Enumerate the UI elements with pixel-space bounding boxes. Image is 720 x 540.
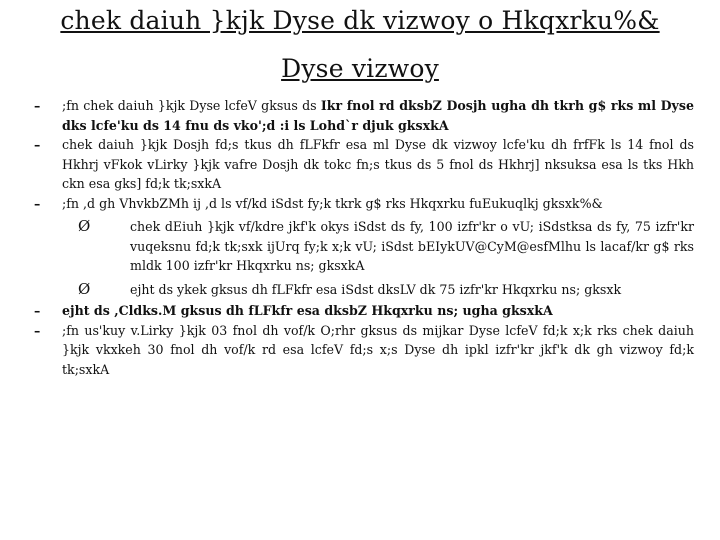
sub-bullet-item [34,217,694,276]
bullet-text: ;fn chek daiuh }kjk Dyse lcfeV gksus ds [62,98,321,113]
slide-body [34,96,694,379]
bullet-marker: – [34,137,41,152]
bullet-item [34,301,694,321]
sub-bullet-text: chek dEiuh }kjk vf/kdre jkf'k okys iSdst ds fy, 100 izfr'kr o vU; iSdstksa ds fy, 75 izfr'kr vuqeksnu fd;k tk;sxk ijUrq fy;k x;k vU; iSdst bEIykUV@CyM@esfMlhu ls lacaf/kr g$ rks mldk 100 izfr'kr Hkqxrku ns; gksxkA [130,219,694,273]
bullet-text-bold: Ikr fnol rd dksbZ Dosjh ugha dh tkrh g$ rks ml Dyse dks lcfe'ku ds 14 fnu ds vko';d :i ls Lohd`r djuk gksxkA [62,98,694,133]
bullet-item [34,194,694,214]
slide-title-line-1: chek daiuh }kjk Dyse dk vizwoy o Hkqxrku%& [60,6,660,35]
sub-bullet-text: ejht ds ykek gksus dh fLFkfr esa iSdst dksLV dk 75 izfr'kr Hkqxrku ns; gksxk [130,281,622,297]
bullet-marker: – [34,322,41,338]
sub-bullet-item [34,280,694,300]
bullet-text: chek daiuh }kjk Dosjh fd;s tkus dh fLFkfr esa ml Dyse dk vizwoy lcfe'ku dh frfFk ls 14 fnol ds Hkhrj vFkok vLirky }kjk vafre Dosjh dk tokc fn;s tkus ds 5 fnol ds Hkhrj] nksuksa esa ls tks Hkh ckn esa gks] fd;k tk;sxkA [62,137,694,191]
bullet-text: ;fn ,d gh VhvkbZMh ij ,d ls vf/kd iSdst fy;k tkrk g$ rks Hkqxrku fuEukuqlkj gksxk%& [62,195,603,211]
bullet-marker: – [34,98,41,113]
arrow-bullet-icon: Ø [78,217,91,235]
bullet-marker: – [34,303,41,318]
bullet-item [34,135,694,194]
arrow-bullet-icon: Ø [78,279,91,298]
bullet-marker: – [34,195,41,211]
bullet-text: ;fn us'kuy v.Lirky }kjk 03 fnol dh vof/k O;rhr gksus ds mijkar Dyse lcfeV fd;k x;k rks chek daiuh }kjk vkxkeh 30 fnol dh vof/k rd esa lcfeV fd;s x;s Dyse dh ipkl izfr'kr jkf'k dk gh vizwoy fd;k tk;sxkA [62,322,694,377]
bullet-text: ejht ds ,Cldks.M gksus dh fLFkfr esa dksbZ Hkqxrku ns; ugha gksxkA [62,303,553,318]
bullet-item [34,321,694,380]
bullet-item [34,96,694,135]
slide-title-line-2: Dyse vizwoy [281,54,439,83]
